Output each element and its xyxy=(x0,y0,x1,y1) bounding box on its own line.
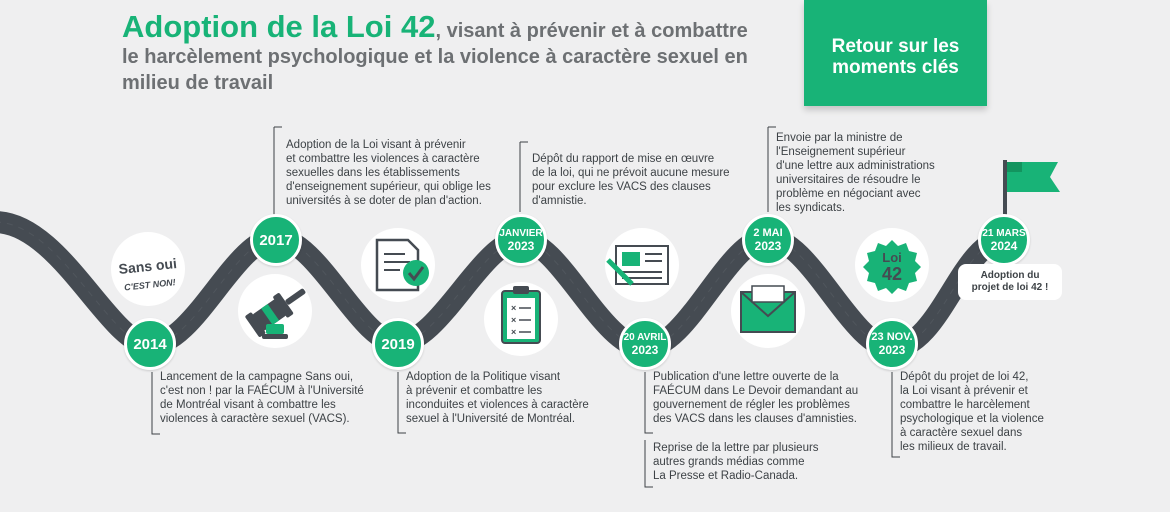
note-line: Reprise de la lettre par plusieurs xyxy=(653,442,819,454)
svg-text:×: × xyxy=(511,315,517,325)
title-rest: , visant à prévenir et à combattre le harcèlement psychologique et la violence à caractère sexuel en milieu de travail xyxy=(122,20,748,94)
date-2017-text: 2017 xyxy=(259,231,293,249)
note-line: sexuel à l'Université de Montréal. xyxy=(406,413,576,425)
date-2017 xyxy=(250,214,302,266)
date-23-nov-2023 xyxy=(866,318,918,370)
date-2019-text: 2019 xyxy=(381,335,415,353)
adoption-line-1: Adoption du xyxy=(980,270,1040,281)
note-line: c'est non ! par la FAÉCUM à l'Université xyxy=(160,385,364,397)
note-line: violences à caractère sexuel (VACS). xyxy=(160,413,350,425)
note-line: inconduites et violences à caractère xyxy=(406,399,589,411)
date-mars-line2: 2024 xyxy=(990,239,1018,253)
note-line: de Montréal visant à combattre les xyxy=(160,399,336,411)
note-line: FAÉCUM dans Le Devoir demandant au xyxy=(653,385,859,397)
date-mai-line2: 2023 xyxy=(754,239,782,253)
moments-badge xyxy=(804,0,987,106)
date-20-avril-2023 xyxy=(619,318,671,370)
note-line: l'Enseignement supérieur xyxy=(776,146,906,158)
note-line: universités à se doter de plan d'action. xyxy=(286,195,482,207)
date-2019 xyxy=(372,318,424,370)
note-line: et combattre les violences à caractère xyxy=(286,153,480,165)
note-janvier-2023 xyxy=(522,152,752,208)
date-mars-line1: 21 MARS xyxy=(982,228,1026,239)
date-avril-line1: 20 AVRIL xyxy=(623,332,667,343)
clipboard-icon xyxy=(502,286,540,343)
note-line: les milieux de travail. xyxy=(900,441,1007,453)
finish-flag-icon xyxy=(1003,160,1060,220)
date-21-mars-2024 xyxy=(978,214,1030,266)
note-line: autres grands médias comme xyxy=(653,456,805,468)
note-line: d'amnistie. xyxy=(532,195,587,207)
note-line: à caractère sexuel dans xyxy=(900,427,1023,439)
note-2019 xyxy=(396,370,621,426)
note-line: Adoption de la Loi visant à prévenir xyxy=(286,139,466,151)
loi42-label xyxy=(867,249,917,283)
note-line: à prévenir et combattre les xyxy=(406,385,543,397)
note-line: les syndicats. xyxy=(776,202,846,214)
svg-text:C'EST NON!: C'EST NON! xyxy=(123,277,177,293)
date-2014-text: 2014 xyxy=(133,335,167,353)
note-line: pour exclure les VACS des clauses xyxy=(532,181,711,193)
badge-line-1: Retour sur les xyxy=(831,36,960,57)
date-mai-line1: 2 MAI xyxy=(753,227,783,239)
note-nov-2023 xyxy=(890,370,1085,454)
svg-text:Sans oui: Sans oui xyxy=(117,255,178,278)
title-highlight: Adoption de la Loi 42 xyxy=(122,9,436,44)
note-line: Envoie par la ministre de xyxy=(776,132,903,144)
date-2-mai-2023 xyxy=(742,214,794,266)
note-2017 xyxy=(276,138,528,208)
loi42-word: Loi xyxy=(882,250,902,265)
date-avril-line2: 2023 xyxy=(631,343,659,357)
note-line: de la loi, qui ne prévoit aucune mesure xyxy=(532,167,730,179)
note-mai-2023 xyxy=(766,131,976,215)
date-janvier-line1: JANVIER xyxy=(499,228,543,239)
note-line: Publication d'une lettre ouverte de la xyxy=(653,371,839,383)
note-line: combattre le harcèlement xyxy=(900,399,1030,411)
note-avril-2023 xyxy=(643,370,888,426)
note-avril-2023-reprise xyxy=(643,441,853,483)
note-line: universitaires de résoudre le xyxy=(776,174,921,186)
loi42-number: 42 xyxy=(881,264,903,284)
note-line: La Presse et Radio-Canada. xyxy=(653,470,799,482)
note-line: Adoption de la Politique visant xyxy=(406,371,561,383)
note-line: Dépôt du rapport de mise en œuvre xyxy=(532,153,715,165)
badge-line-2: moments clés xyxy=(832,57,959,78)
page-title xyxy=(122,9,762,96)
note-line: des VACS dans les clauses d'amnisties. xyxy=(653,413,857,425)
note-line: psychologique et la violence xyxy=(900,413,1044,425)
note-line: la Loi visant à prévenir et xyxy=(900,385,1028,397)
note-line: d'enseignement supérieur, qui oblige les xyxy=(286,181,491,193)
svg-text:×: × xyxy=(511,327,517,337)
note-line: gouvernement de régler les problèmes xyxy=(653,399,850,411)
svg-text:×: × xyxy=(511,303,517,313)
date-janvier-line2: 2023 xyxy=(507,239,535,253)
newspaper-icon xyxy=(608,246,668,284)
note-2014 xyxy=(150,370,395,426)
note-line: problème en négociant avec xyxy=(776,188,921,200)
note-line: Lancement de la campagne Sans oui, xyxy=(160,371,354,383)
note-line: sexuelles dans les établissements xyxy=(286,167,460,179)
date-nov-line1: 23 NOV. xyxy=(871,331,913,343)
adoption-bubble xyxy=(958,264,1062,300)
date-2014 xyxy=(124,318,176,370)
note-line: d'une lettre aux administrations xyxy=(776,160,935,172)
envelope-icon xyxy=(741,286,795,332)
date-janvier-2023 xyxy=(495,214,547,266)
date-nov-line2: 2023 xyxy=(878,343,906,357)
note-line: Dépôt du projet de loi 42, xyxy=(900,371,1029,383)
adoption-line-2: projet de loi 42 ! xyxy=(971,282,1049,293)
